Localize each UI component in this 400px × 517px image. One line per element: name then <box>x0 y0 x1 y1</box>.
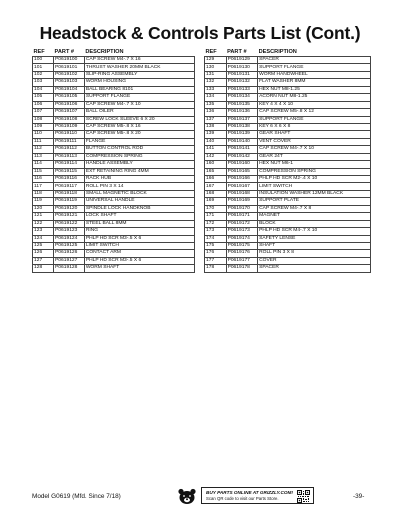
part-number-cell: P0619127 <box>54 257 85 264</box>
description-cell: ACORN NUT M8-1.25 <box>258 94 371 101</box>
part-number-cell: P0619140 <box>226 138 258 145</box>
description-cell: HEX NUT M8-1.25 <box>258 86 371 93</box>
table-row <box>33 116 195 123</box>
table-row <box>205 131 371 138</box>
description-cell: KEY 6 X 6 X 8 <box>258 123 371 130</box>
ref-cell: 172 <box>205 220 227 227</box>
table-header-row <box>205 49 371 57</box>
part-number-cell: P0619165 <box>226 168 258 175</box>
description-cell: SUPPORT FLANGE <box>84 94 194 101</box>
ref-cell: 167 <box>205 183 227 190</box>
ref-cell: 174 <box>205 235 227 242</box>
description-cell: BLOCK <box>258 220 371 227</box>
description-cell: COVER <box>258 257 371 264</box>
ref-cell: 133 <box>205 86 227 93</box>
part-number-cell: P0619170 <box>226 205 258 212</box>
description-cell: UNIVERSAL HANDLE <box>84 198 194 205</box>
part-number-cell: P0619123 <box>54 228 85 235</box>
table-row <box>33 86 195 93</box>
table-row <box>33 198 195 205</box>
description-cell: SCREW LOCK SLEEVE 6 X 20 <box>84 116 194 123</box>
table-row <box>205 86 371 93</box>
table-row <box>33 205 195 212</box>
part-number-cell: P0619126 <box>54 250 85 257</box>
description-cell: SMALL MAGNETIC BLOCK <box>84 190 194 197</box>
ref-cell: 106 <box>33 101 54 108</box>
parts-store-promo[interactable] <box>201 487 314 504</box>
table-row <box>205 94 371 101</box>
table-row <box>33 242 195 249</box>
description-cell: BALL BEARING 8101 <box>84 86 194 93</box>
description-cell: WORM HANDWHEEL <box>258 71 371 78</box>
table-row <box>33 176 195 183</box>
ref-cell: 134 <box>205 94 227 101</box>
description-cell: PHLP HD SCR M3-.5 X 6 <box>84 257 194 264</box>
table-row <box>205 123 371 130</box>
ref-cell: 173 <box>205 228 227 235</box>
part-number-cell: P0619131 <box>226 71 258 78</box>
ref-cell: 171 <box>205 213 227 220</box>
table-row <box>33 220 195 227</box>
table-row <box>33 57 195 64</box>
ref-cell: 116 <box>33 176 54 183</box>
ref-cell: 109 <box>33 123 54 130</box>
part-number-cell: P0619115 <box>54 168 85 175</box>
ref-cell: 102 <box>33 71 54 78</box>
table-row <box>33 190 195 197</box>
table-row <box>205 109 371 116</box>
ref-cell: 122 <box>33 220 54 227</box>
ref-cell: 120 <box>33 205 54 212</box>
table-row <box>205 190 371 197</box>
header-ref: REF <box>33 49 45 55</box>
part-number-cell: P0619176 <box>226 250 258 257</box>
table-row <box>205 161 371 168</box>
table-row <box>205 228 371 235</box>
description-cell: SAFETY LENSE <box>258 235 371 242</box>
ref-cell: 160 <box>205 161 227 168</box>
ref-cell: 142 <box>205 153 227 160</box>
part-number-cell: P0619100 <box>54 57 85 64</box>
part-number-cell: P0619129 <box>226 57 258 64</box>
part-number-cell: P0619106 <box>54 101 85 108</box>
header-part: PART # <box>54 49 75 55</box>
ref-cell: 169 <box>205 198 227 205</box>
description-cell: CONTACT ARM <box>84 250 194 257</box>
part-number-cell: P0619132 <box>226 79 258 86</box>
ref-cell: 135 <box>205 101 227 108</box>
description-cell: SHAFT <box>258 242 371 249</box>
description-cell: THRUST WASHER 20MM BLACK <box>84 64 194 71</box>
part-number-cell: P0619128 <box>54 265 85 272</box>
ref-cell: 121 <box>33 213 54 220</box>
table-row <box>205 183 371 190</box>
part-number-cell: P0619166 <box>226 176 258 183</box>
description-cell: VENT COVER <box>258 138 371 145</box>
ref-cell: 138 <box>205 123 227 130</box>
parts-table-left <box>32 49 195 273</box>
part-number-cell: P0619105 <box>54 94 85 101</box>
table-row <box>33 168 195 175</box>
part-number-cell: P0619136 <box>226 109 258 116</box>
description-cell: ROLL PIN 3 X 14 <box>84 183 194 190</box>
ref-cell: 104 <box>33 86 54 93</box>
part-number-cell: P0619113 <box>54 153 85 160</box>
ref-cell: 126 <box>33 250 54 257</box>
promo-headline: BUY PARTS ONLINE AT GRIZZLY.COM! <box>206 490 293 495</box>
table-row <box>33 146 195 153</box>
table-header-row <box>33 49 195 57</box>
part-number-cell: P0619138 <box>226 123 258 130</box>
table-row <box>33 257 195 264</box>
table-row <box>33 64 195 71</box>
part-number-cell: P0619133 <box>226 86 258 93</box>
table-row <box>205 71 371 78</box>
ref-cell: 119 <box>33 198 54 205</box>
description-cell: INSULATION WASHER 12MM BLACK <box>258 190 371 197</box>
part-number-cell: P0619178 <box>226 265 258 272</box>
part-number-cell: P0619110 <box>54 131 85 138</box>
part-number-cell: P0619111 <box>54 138 85 145</box>
table-row <box>33 161 195 168</box>
table-row <box>205 257 371 264</box>
footer-model: Model G0619 (Mfd. Since 7/18) <box>32 493 121 500</box>
table-row <box>33 109 195 116</box>
ref-cell: 168 <box>205 190 227 197</box>
description-cell: WORM HOUSING <box>84 79 194 86</box>
description-cell: CAP SCREW M4-.7 X 16 <box>84 57 194 64</box>
description-cell: CAP SCREW M5-.8 X 16 <box>84 123 194 130</box>
promo-subtext: Scan QR code to visit our Parts Store. <box>206 496 279 501</box>
description-cell: SPACER <box>258 57 371 64</box>
ref-cell: 111 <box>33 138 54 145</box>
header-description: DESCRIPTION <box>85 49 124 55</box>
part-number-cell: P0619108 <box>54 116 85 123</box>
ref-cell: 176 <box>205 250 227 257</box>
description-cell: LIMIT SWITCH <box>258 183 371 190</box>
table-row <box>205 242 371 249</box>
part-number-cell: P0619114 <box>54 161 85 168</box>
parts-table-right <box>204 49 371 273</box>
table-row <box>33 138 195 145</box>
part-number-cell: P0619109 <box>54 123 85 130</box>
description-cell: CAP SCREW M5-.8 X 12 <box>258 109 371 116</box>
ref-cell: 110 <box>33 131 54 138</box>
table-row <box>205 153 371 160</box>
table-row <box>205 168 371 175</box>
description-cell: CAP SCREW M4-.7 X 10 <box>84 101 194 108</box>
ref-cell: 114 <box>33 161 54 168</box>
header-part: PART # <box>227 49 247 55</box>
part-number-cell: P0619134 <box>226 94 258 101</box>
description-cell: COMPRESSION SPRING <box>258 168 371 175</box>
description-cell: RING <box>84 228 194 235</box>
qr-code-icon[interactable] <box>297 490 310 503</box>
part-number-cell: P0619104 <box>54 86 85 93</box>
description-cell: ROLL PIN 3 X 8 <box>258 250 371 257</box>
ref-cell: 166 <box>205 176 227 183</box>
ref-cell: 112 <box>33 146 54 153</box>
table-row <box>205 146 371 153</box>
description-cell: PHLP HD SCR M2-.4 X 10 <box>258 176 371 183</box>
ref-cell: 117 <box>33 183 54 190</box>
part-number-cell: P0619124 <box>54 235 85 242</box>
description-cell: BALL OILER <box>84 109 194 116</box>
ref-cell: 136 <box>205 109 227 116</box>
description-cell: SUPPORT FLANGE <box>258 64 371 71</box>
part-number-cell: P0619135 <box>226 101 258 108</box>
ref-cell: 115 <box>33 168 54 175</box>
part-number-cell: P0619137 <box>226 116 258 123</box>
table-row <box>33 131 195 138</box>
part-number-cell: P0619172 <box>226 220 258 227</box>
ref-cell: 170 <box>205 205 227 212</box>
part-number-cell: P0619142 <box>226 153 258 160</box>
table-row <box>205 57 371 64</box>
description-cell: HEX NUT M6-1 <box>258 161 371 168</box>
part-number-cell: P0619101 <box>54 64 85 71</box>
table-row <box>33 265 195 272</box>
table-row <box>33 250 195 257</box>
ref-cell: 100 <box>33 57 54 64</box>
description-cell: GEAR 24T <box>258 153 371 160</box>
description-cell: CAP SCREW M4-.7 X 10 <box>258 146 371 153</box>
ref-cell: 123 <box>33 228 54 235</box>
ref-cell: 175 <box>205 242 227 249</box>
table-row <box>33 235 195 242</box>
part-number-cell: P0619171 <box>226 213 258 220</box>
table-row <box>205 176 371 183</box>
description-cell: CAP SCREW M4-.7 X 8 <box>258 205 371 212</box>
part-number-cell: P0619119 <box>54 198 85 205</box>
description-cell: HANDLE ASSEMBLY <box>84 161 194 168</box>
description-cell: FLANGE <box>84 138 194 145</box>
description-cell: SUPPORT FLANGE <box>258 116 371 123</box>
part-number-cell: P0619141 <box>226 146 258 153</box>
part-number-cell: P0619120 <box>54 205 85 212</box>
part-number-cell: P0619112 <box>54 146 85 153</box>
ref-cell: 129 <box>205 57 227 64</box>
table-row <box>205 235 371 242</box>
table-row <box>205 64 371 71</box>
ref-cell: 131 <box>205 71 227 78</box>
part-number-cell: P0619174 <box>226 235 258 242</box>
part-number-cell: P0619116 <box>54 176 85 183</box>
description-cell: KEY 4 X 4 X 10 <box>258 101 371 108</box>
part-number-cell: P0619177 <box>226 257 258 264</box>
description-cell: PHLP HD SCR M3-.5 X 6 <box>84 235 194 242</box>
ref-cell: 130 <box>205 64 227 71</box>
part-number-cell: P0619125 <box>54 242 85 249</box>
grizzly-bear-logo-icon <box>176 487 198 505</box>
table-row <box>33 183 195 190</box>
description-cell: COMPRESSION SPRING <box>84 153 194 160</box>
table-row <box>205 265 371 272</box>
description-cell: GEAR SHAFT <box>258 131 371 138</box>
part-number-cell: P0619107 <box>54 109 85 116</box>
description-cell: MAGNET <box>258 213 371 220</box>
table-row <box>205 220 371 227</box>
ref-cell: 118 <box>33 190 54 197</box>
description-cell: STEEL BALL 8MM <box>84 220 194 227</box>
ref-cell: 127 <box>33 257 54 264</box>
description-cell: SPACER <box>258 265 371 272</box>
ref-cell: 141 <box>205 146 227 153</box>
part-number-cell: P0619122 <box>54 220 85 227</box>
table-row <box>205 198 371 205</box>
ref-cell: 165 <box>205 168 227 175</box>
parts-table-right-body <box>205 57 371 273</box>
description-cell: SPINDLE LOCK HANDKNOB <box>84 205 194 212</box>
part-number-cell: P0619168 <box>226 190 258 197</box>
ref-cell: 132 <box>205 79 227 86</box>
part-number-cell: P0619117 <box>54 183 85 190</box>
description-cell: WORM SHAFT <box>84 265 194 272</box>
table-row <box>205 250 371 257</box>
part-number-cell: P0619160 <box>226 161 258 168</box>
page-title: Headstock & Controls Parts List (Cont.) <box>39 23 361 43</box>
part-number-cell: P0619175 <box>226 242 258 249</box>
description-cell: LOCK SHAFT <box>84 213 194 220</box>
ref-cell: 178 <box>205 265 227 272</box>
part-number-cell: P0619102 <box>54 71 85 78</box>
part-number-cell: P0619139 <box>226 131 258 138</box>
ref-cell: 101 <box>33 64 54 71</box>
table-row <box>205 138 371 145</box>
ref-cell: 103 <box>33 79 54 86</box>
header-description: DESCRIPTION <box>258 49 297 55</box>
part-number-cell: P0619169 <box>226 198 258 205</box>
parts-table-left-body <box>33 57 195 273</box>
description-cell: SLIP-RING ASSEMBLY <box>84 71 194 78</box>
ref-cell: 125 <box>33 242 54 249</box>
ref-cell: 139 <box>205 131 227 138</box>
part-number-cell: P0619130 <box>226 64 258 71</box>
part-number-cell: P0619167 <box>226 183 258 190</box>
ref-cell: 105 <box>33 94 54 101</box>
ref-cell: 137 <box>205 116 227 123</box>
ref-cell: 140 <box>205 138 227 145</box>
page-number: -39- <box>353 493 365 500</box>
ref-cell: 177 <box>205 257 227 264</box>
table-row <box>33 79 195 86</box>
description-cell: PHLP HD SCR M4-.7 X 10 <box>258 228 371 235</box>
description-cell: RACK HUB <box>84 176 194 183</box>
table-row <box>33 71 195 78</box>
description-cell: LIMIT SWITCH <box>84 242 194 249</box>
ref-cell: 108 <box>33 116 54 123</box>
table-row <box>33 101 195 108</box>
description-cell: BUTTON CONTROL ROD <box>84 146 194 153</box>
part-number-cell: P0619121 <box>54 213 85 220</box>
part-number-cell: P0619103 <box>54 79 85 86</box>
table-row <box>205 116 371 123</box>
ref-cell: 124 <box>33 235 54 242</box>
table-row <box>33 228 195 235</box>
description-cell: CAP SCREW M5-.8 X 20 <box>84 131 194 138</box>
table-row <box>33 94 195 101</box>
table-row <box>205 101 371 108</box>
description-cell: FLAT WASHER 8MM <box>258 79 371 86</box>
ref-cell: 128 <box>33 265 54 272</box>
ref-cell: 113 <box>33 153 54 160</box>
ref-cell: 107 <box>33 109 54 116</box>
table-row <box>205 79 371 86</box>
table-row <box>205 213 371 220</box>
table-row <box>33 213 195 220</box>
table-row <box>33 123 195 130</box>
description-cell: EXT RETAINING RING 4MM <box>84 168 194 175</box>
part-number-cell: P0619118 <box>54 190 85 197</box>
part-number-cell: P0619173 <box>226 228 258 235</box>
description-cell: SUPPORT PLATE <box>258 198 371 205</box>
header-ref: REF <box>205 49 217 55</box>
table-row <box>33 153 195 160</box>
table-row <box>205 205 371 212</box>
